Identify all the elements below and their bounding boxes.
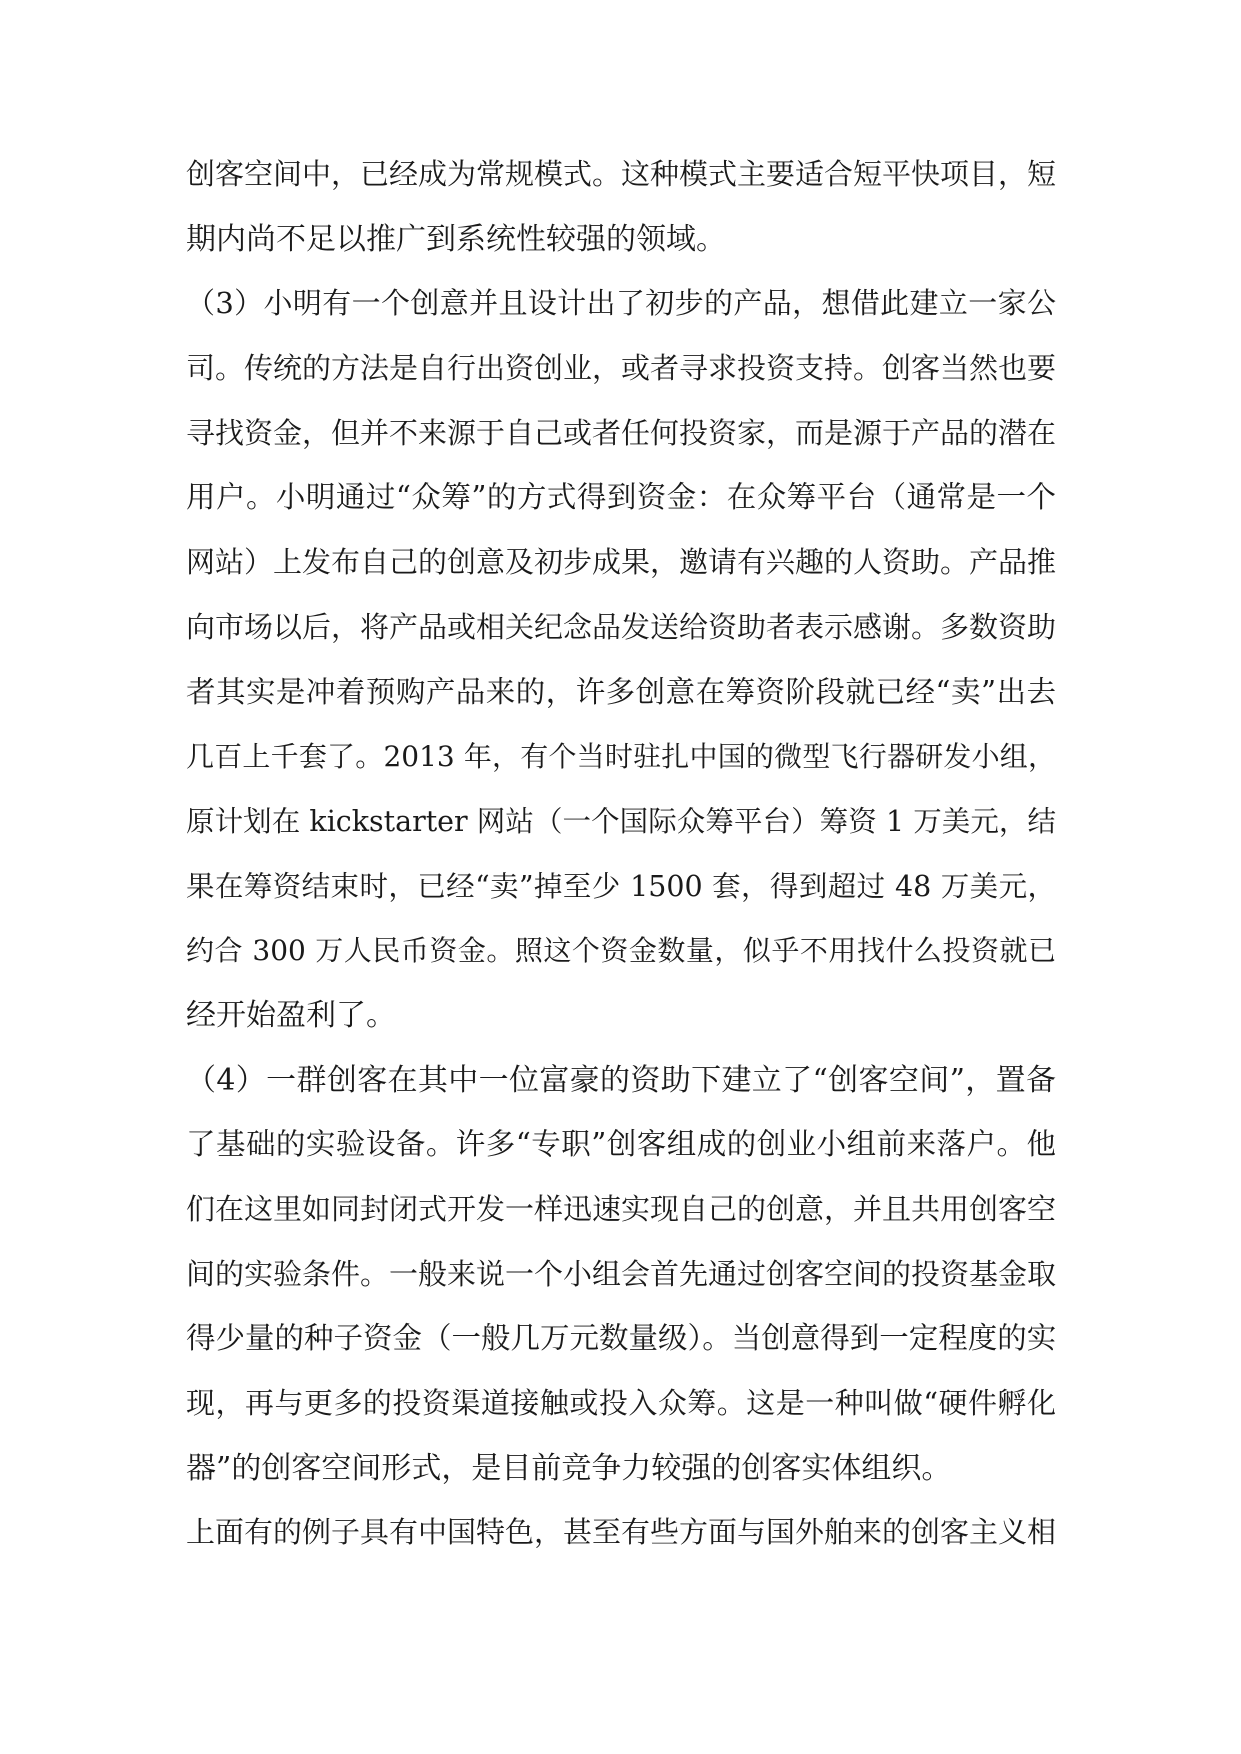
text-line: 间的实验条件。一般来说一个小组会首先通过创客空间的投资基金取	[186, 1256, 1057, 1291]
text-line: 创客空间中，已经成为常规模式。这种模式主要适合短平快项目，短	[186, 157, 1057, 191]
text-line: 司。传统的方法是自行出资创业，或者寻求投资支持。创客当然也要	[186, 351, 1057, 386]
text-line: 期内尚不足以推广到系统性较强的领域。	[186, 221, 726, 257]
text-line: 经开始盈利了。	[186, 997, 396, 1033]
text-line: （3）小明有一个创意并且设计出了初步的产品，想借此建立一家公	[186, 286, 1056, 321]
text-line: 果在筹资结束时，已经“卖”掉至少 1500 套，得到超过 48 万美元，	[186, 869, 1056, 903]
body-text	[186, 155, 1056, 1578]
text-line: 用户。小明通过“众筹”的方式得到资金：在众筹平台（通常是一个	[186, 480, 1056, 515]
text-line: 了基础的实验设备。许多“专职”创客组成的创业小组前来落户。他	[186, 1127, 1056, 1162]
text-line: 寻找资金，但并不来源于自己或者任何投资家，而是源于产品的潜在	[186, 415, 1057, 450]
text-line: 者其实是冲着预购产品来的，许多创意在筹资阶段就已经“卖”出去	[186, 674, 1056, 709]
text-line: 约合 300 万人民币资金。照这个资金数量，似乎不用找什么投资就已	[186, 934, 1056, 968]
text-line: 网站）上发布自己的创意及初步成果，邀请有兴趣的人资助。产品推	[186, 545, 1057, 580]
text-line: （4）一群创客在其中一位富豪的资助下建立了“创客空间”，置备	[186, 1062, 1056, 1098]
text-line: 向市场以后，将产品或相关纪念品发送给资助者表示感谢。多数资助	[186, 609, 1057, 644]
text-line: 上面有的例子具有中国特色，甚至有些方面与国外舶来的创客主义相	[186, 1515, 1057, 1550]
text-line: 器”的创客空间形式，是目前竞争力较强的创客实体组织。	[186, 1450, 952, 1486]
text-line: 原计划在 kickstarter 网站（一个国际众筹平台）筹资 1 万美元，结	[186, 804, 1056, 838]
text-line: 得少量的种子资金（一般几万元数量级）。当创意得到一定程度的实	[186, 1321, 1057, 1356]
text-line: 们在这里如同封闭式开发一样迅速实现自己的创意，并且共用创客空	[186, 1192, 1057, 1226]
text-line: 现，再与更多的投资渠道接触或投入众筹。这是一种叫做“硬件孵化	[186, 1386, 1056, 1421]
text-line: 几百上千套了。2013 年，有个当时驻扎中国的微型飞行器研发小组，	[186, 740, 1056, 774]
